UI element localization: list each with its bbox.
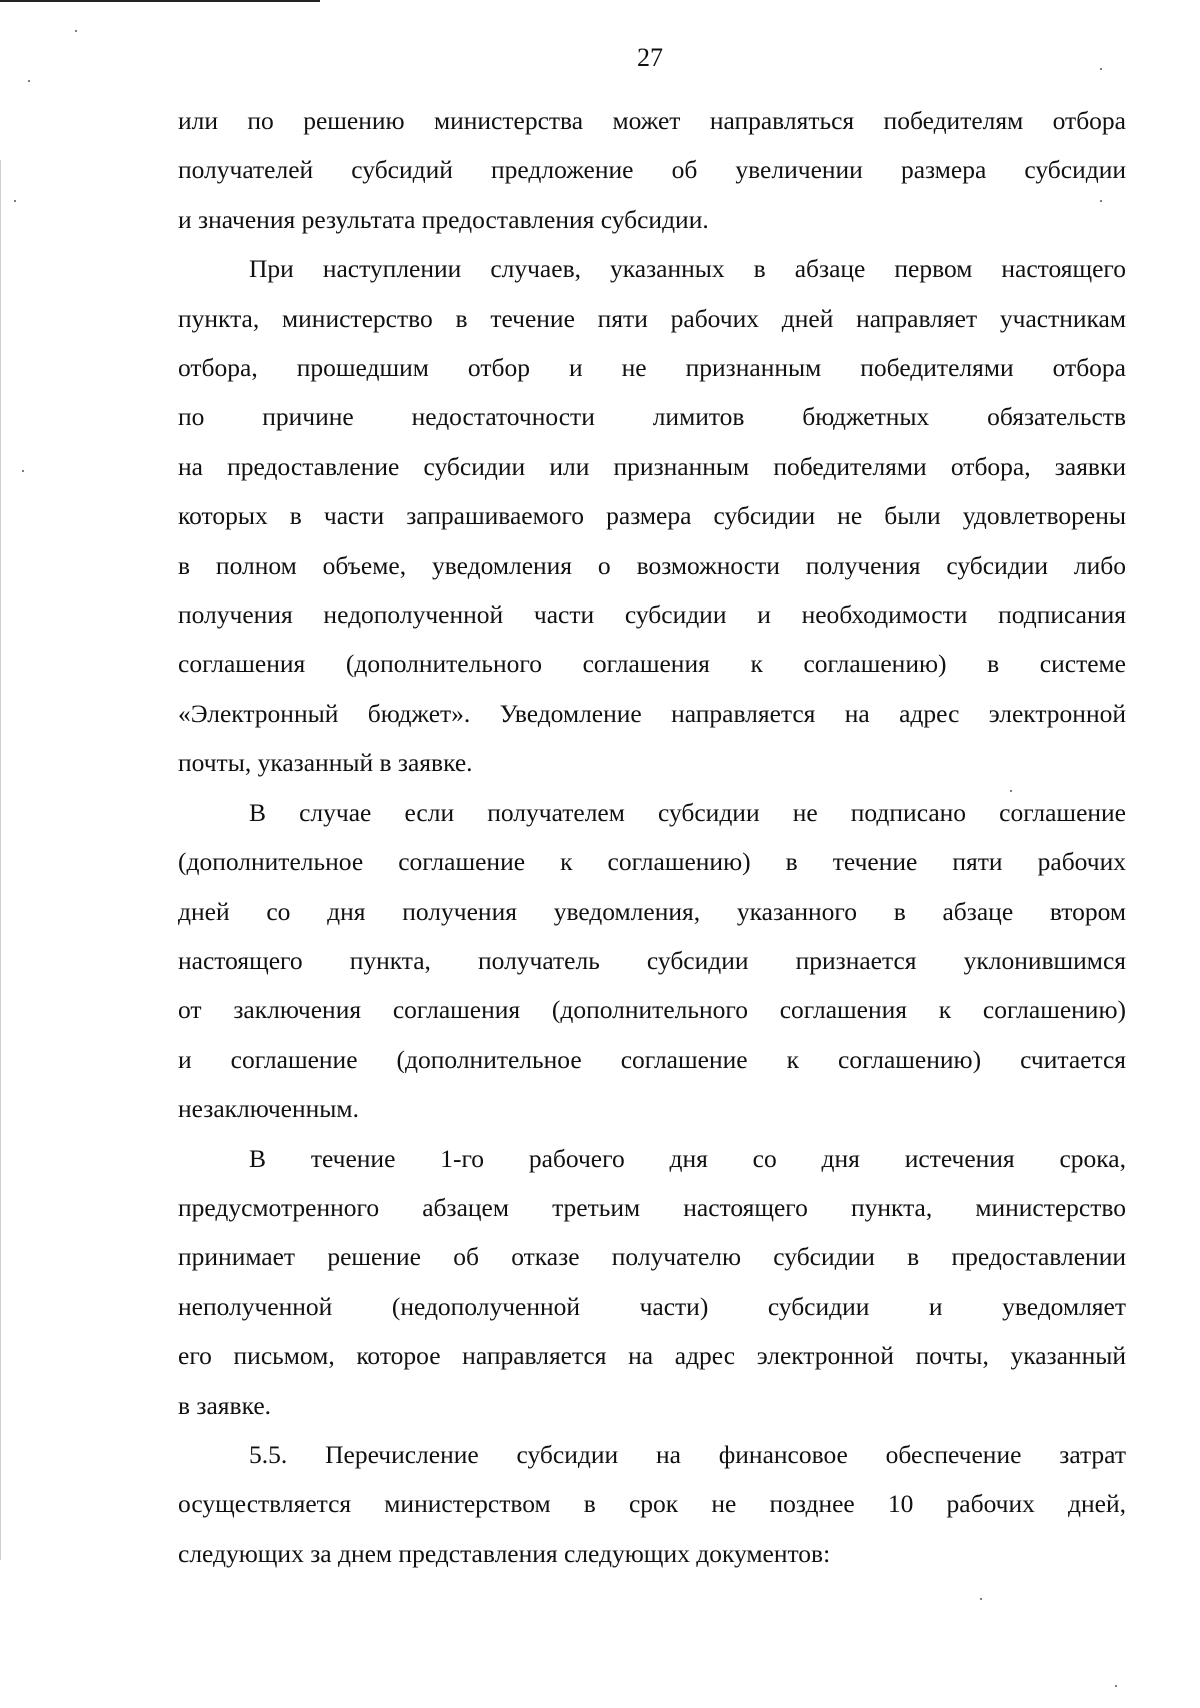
text-line: предусмотренного абзацем третьим настоящего пункта, министерство (178, 1192, 1126, 1222)
text-line: «Электронный бюджет». Уведомление направляется на адрес электронной (178, 698, 1126, 728)
text-line: получателей субсидий предложение об увеличении размера субсидии (178, 155, 1126, 185)
scan-speck (14, 200, 16, 202)
scan-speck (22, 470, 24, 472)
scan-edge-left (0, 160, 1, 1560)
text-line: дней со дня получения уведомления, указанного в абзаце втором (178, 896, 1126, 926)
scan-speck (1100, 200, 1102, 202)
text-line: неполученной (недополученной части) субсидии и уведомляет (178, 1291, 1126, 1321)
text-line: пункта, министерство в течение пяти рабочих дней направляет участникам (178, 303, 1126, 333)
text-line: и соглашение (дополнительное соглашение к соглашению) считается (178, 1044, 1126, 1074)
scan-speck (1100, 68, 1102, 70)
text-line: При наступлении случаев, указанных в абзаце первом настоящего (249, 254, 1126, 284)
scan-speck (1010, 790, 1012, 792)
text-line: почты, указанный в заявке. (178, 748, 473, 778)
text-line: от заключения соглашения (дополнительного соглашения к соглашению) (178, 995, 1126, 1025)
paragraph (178, 1430, 1126, 1578)
text-line: В случае если получателем субсидии не подписано соглашение (249, 797, 1126, 827)
text-line: которых в части запрашиваемого размера субсидии не были удовлетворены (178, 501, 1126, 531)
scan-speck (980, 1598, 982, 1600)
text-line: в заявке. (178, 1390, 272, 1420)
text-line: следующих за днем представления следующих документов: (178, 1538, 831, 1568)
page-number: 27 (637, 43, 663, 72)
paragraph (178, 1134, 1126, 1430)
scan-speck (1115, 1685, 1117, 1687)
text-line: получения недополученной части субсидии и необходимости подписания (178, 600, 1126, 630)
text-line: отбора, прошедшим отбор и не признанным победителями отбора (178, 353, 1126, 383)
text-line: В течение 1-го рабочего дня со дня истечения срока, (249, 1143, 1126, 1173)
text-line: (дополнительное соглашение к соглашению) в течение пяти рабочих (178, 847, 1126, 877)
text-line: и значения результата предоставления субсидии. (178, 204, 709, 234)
text-line: его письмом, которое направляется на адрес электронной почты, указанный (178, 1341, 1126, 1371)
paragraph (178, 788, 1126, 1134)
text-line: 5.5. Перечисление субсидии на финансовое обеспечение затрат (249, 1439, 1126, 1469)
text-line: на предоставление субсидии или признанным победителями отбора, заявки (178, 451, 1126, 481)
document-body (178, 96, 1126, 1578)
scan-speck (28, 80, 30, 82)
scan-edge (0, 0, 320, 2)
text-line: по причине недостаточности лимитов бюджетных обязательств (178, 402, 1126, 432)
text-line: или по решению министерства может направляться победителям отбора (178, 106, 1126, 135)
scan-speck (75, 30, 77, 32)
text-line: осуществляется министерством в срок не позднее 10 рабочих дней, (178, 1489, 1126, 1519)
text-line: соглашения (дополнительного соглашения к соглашению) в системе (178, 649, 1126, 679)
text-line: незаключенным. (178, 1094, 359, 1124)
text-line: в полном объеме, уведомления о возможности получения субсидии либо (178, 550, 1126, 580)
paragraph (178, 244, 1126, 787)
text-line: настоящего пункта, получатель субсидии признается уклонившимся (178, 945, 1126, 975)
paragraph (178, 96, 1126, 244)
text-line: принимает решение об отказе получателю субсидии в предоставлении (178, 1242, 1126, 1272)
